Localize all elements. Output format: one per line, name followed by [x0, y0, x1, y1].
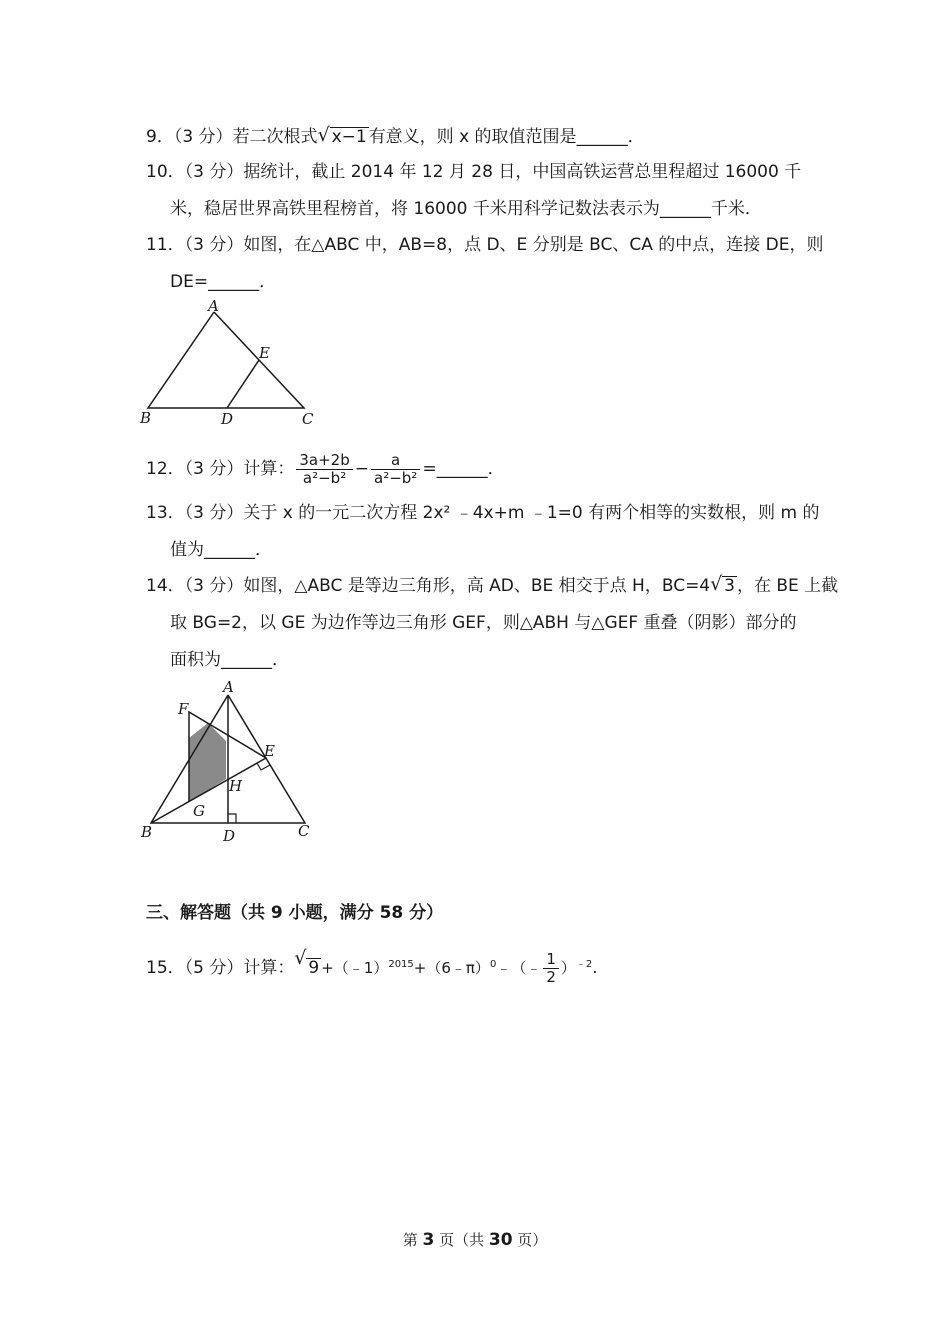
q15-radicand: 9	[308, 958, 320, 978]
footer-total-pages: 30	[488, 1230, 513, 1250]
q14-radicand: 3	[724, 576, 735, 596]
q14-number: 14．	[146, 576, 185, 596]
label-f: F	[178, 700, 189, 718]
label-g: G	[193, 802, 205, 820]
q15-exponent-2: 0	[489, 959, 497, 970]
q14-sqrt: √ 3	[710, 573, 735, 596]
shaded-overlap-region	[189, 723, 226, 802]
q15-frac-denominator: 2	[546, 967, 556, 986]
q15-exponent-3: ﹣2	[575, 959, 593, 970]
footer-pre: 第	[402, 1231, 423, 1249]
q11-number: 11．	[146, 235, 185, 255]
label-a: A	[208, 300, 219, 315]
q13-blank: ______	[204, 540, 255, 560]
q12-end: ．	[487, 459, 505, 479]
question-14-cont-2	[170, 648, 289, 672]
q9-score: （3 分）	[173, 127, 233, 147]
q14-score: （3 分）	[184, 576, 244, 596]
label-d: D	[221, 410, 234, 428]
q15-part-1: +（﹣1）	[321, 959, 389, 977]
q10-number: 10．	[146, 162, 185, 182]
q11-end: ．	[259, 272, 277, 292]
label-b: B	[140, 409, 152, 427]
q14-figure	[135, 678, 325, 848]
question-13	[146, 501, 819, 525]
q14-line1-post: ，在 BE 上截	[736, 576, 839, 596]
q9-sqrt: √ x−1	[317, 124, 367, 147]
q9-end: ．	[627, 127, 645, 147]
q9-text-pre: 若二次根式	[232, 127, 318, 147]
q9-text-post: 有意义，则 x 的取值范围是	[368, 127, 577, 147]
q12-pre: 计算：	[243, 459, 295, 479]
q12-score: （3 分）	[184, 459, 244, 479]
q9-blank: ______	[576, 127, 628, 147]
label-h: H	[229, 777, 243, 795]
q14-line2: 取 BG=2，以 GE 为边作等边三角形 GEF，则△ABH 与△GEF 重叠（阴影）部分的	[170, 613, 797, 633]
q15-fraction	[543, 951, 559, 986]
q15-score: （5 分）	[184, 958, 244, 978]
section-3-heading: 三、解答题（共 9 小题，满分 58 分）	[146, 903, 444, 923]
q15-pre: 计算：	[243, 958, 295, 978]
q12-frac2-denominator: a²−b²	[374, 468, 418, 487]
q13-line2: 值为	[170, 540, 204, 560]
q10-end: 千米．	[710, 199, 762, 219]
question-13-cont	[170, 538, 272, 562]
q15-exponent-1: 2015	[388, 959, 414, 970]
question-12	[146, 449, 505, 489]
q12-equals: =	[422, 459, 437, 479]
segment-de	[227, 360, 259, 408]
right-angle-d	[228, 814, 236, 823]
q15-part-2: +（6﹣π）	[413, 959, 490, 977]
q15-part-3: ﹣（﹣	[496, 959, 542, 977]
label-e: E	[259, 344, 270, 362]
q14-line3: 面积为	[170, 650, 221, 670]
q12-minus: −	[354, 459, 369, 479]
q10-line1: 据统计，截止 2014 年 12 月 28 日，中国高铁运营总里程超过 16000 千	[243, 162, 802, 182]
q14-end: ．	[272, 650, 289, 670]
q10-score: （3 分）	[184, 162, 244, 182]
question-10-cont	[170, 197, 762, 221]
q13-score: （3 分）	[184, 503, 244, 523]
q14-line1-pre: 如图，△ABC 是等边三角形，高 AD、BE 相交于点 H，BC=4	[243, 576, 711, 596]
q13-end: ．	[255, 540, 272, 560]
q12-frac2-numerator: a	[371, 452, 420, 470]
question-9	[146, 125, 645, 149]
q12-frac1-denominator: a²−b²	[302, 468, 347, 487]
q11-line1: 如图，在△ABC 中，AB=8，点 D、E 分别是 BC、CA 的中点，连接 DE，则	[243, 235, 824, 255]
q11-score: （3 分）	[184, 235, 244, 255]
q15-frac-numerator: 1	[543, 951, 559, 969]
q12-fraction-2	[371, 452, 420, 487]
q12-fraction-1	[296, 452, 352, 487]
label-a: A	[223, 678, 234, 696]
q11-blank: ______	[208, 272, 260, 292]
q11-figure	[135, 300, 325, 430]
label-b: B	[141, 823, 153, 841]
q13-number: 13．	[146, 503, 185, 523]
label-d: D	[223, 827, 236, 845]
q12-blank: ______	[436, 459, 488, 479]
q10-line2: 米，稳居世界高铁里程榜首，将 16000 千米用科学记数法表示为	[170, 199, 660, 219]
question-11-cont	[170, 270, 276, 294]
q9-radicand: x−1	[331, 127, 367, 147]
right-angle-e	[257, 763, 270, 770]
triangle-abc	[148, 312, 304, 408]
q15-number: 15．	[146, 958, 185, 978]
q9-number: 9．	[146, 127, 174, 147]
q10-blank: ______	[659, 199, 711, 219]
q15-end: .	[592, 958, 598, 978]
question-10	[146, 160, 801, 184]
footer-mid: 页（共	[434, 1231, 489, 1249]
question-14	[146, 574, 838, 598]
q14-blank: ______	[221, 650, 272, 670]
question-15	[146, 945, 598, 988]
q12-number: 12．	[146, 459, 185, 479]
label-c: C	[298, 822, 310, 840]
q15-part-4: ）	[560, 959, 576, 977]
q12-frac1-numerator: 3a+2b	[296, 452, 352, 470]
page-footer	[0, 1229, 950, 1250]
q15-sqrt: √ 9	[294, 947, 320, 978]
question-11	[146, 233, 823, 257]
question-14-cont-1	[170, 611, 797, 635]
label-e: E	[264, 742, 275, 760]
footer-page-number: 3	[422, 1230, 435, 1250]
label-c: C	[302, 410, 314, 428]
footer-post: 页）	[512, 1231, 548, 1249]
q11-line2: DE=	[170, 272, 209, 292]
q13-line1: 关于 x 的一元二次方程 2x² ﹣4x+m ﹣1=0 有两个相等的实数根，则 m 的	[243, 503, 820, 523]
